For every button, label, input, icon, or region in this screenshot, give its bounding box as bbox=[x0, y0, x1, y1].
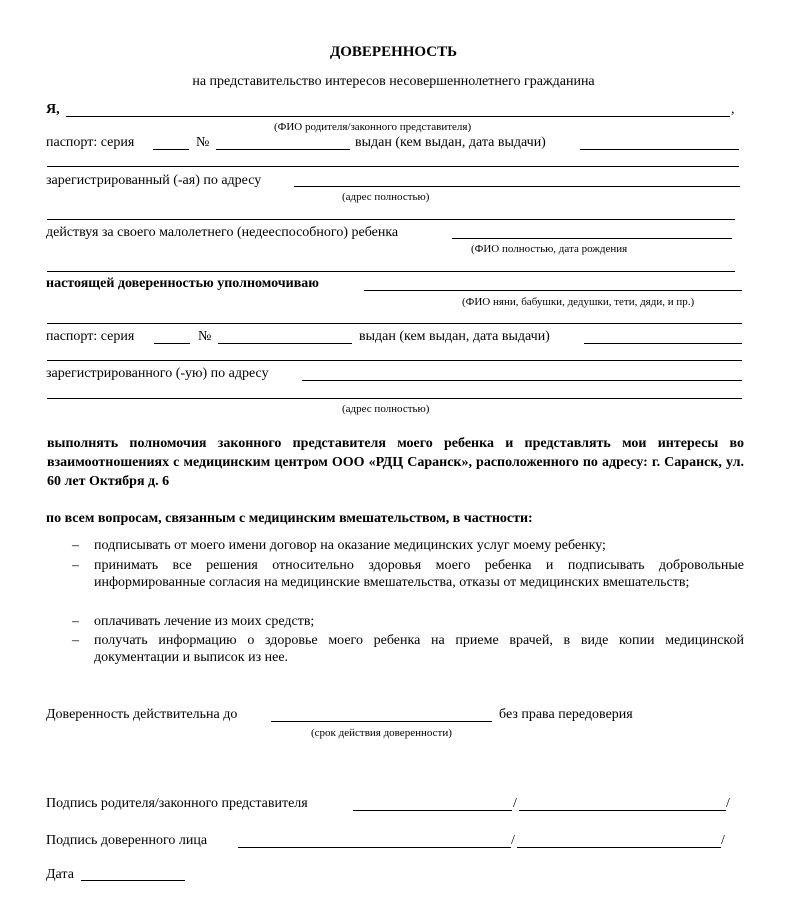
agent-signature-separator: / bbox=[511, 833, 515, 848]
principal-passport-series-line[interactable] bbox=[153, 149, 189, 150]
agent-signature-separator-end: / bbox=[721, 833, 725, 848]
principal-address-line-2[interactable] bbox=[47, 219, 735, 220]
matters-heading: по всем вопросам, связанным с медицинским вмешательством, в частности: bbox=[46, 511, 533, 526]
agent-address-hint: (адрес полностью) bbox=[342, 403, 430, 415]
bullet-item: получать информацию о здоровье моего ребенка на приеме врачей, в виде копии медицинской документации и выписок из нее. bbox=[94, 633, 744, 665]
agent-passport-series-label: паспорт: серия bbox=[46, 329, 135, 344]
validity-date-line[interactable] bbox=[271, 721, 492, 722]
child-name-line[interactable] bbox=[452, 238, 732, 239]
parent-name-line[interactable] bbox=[519, 810, 726, 811]
principal-registered-label: зарегистрированный (-ая) по адресу bbox=[46, 173, 262, 188]
principal-name-hint: (ФИО родителя/законного представителя) bbox=[274, 121, 472, 133]
agent-signature-line[interactable] bbox=[238, 847, 511, 848]
principal-name-comma: , bbox=[731, 102, 735, 117]
parent-signature-separator-end: / bbox=[726, 796, 730, 811]
principal-prefix: Я, bbox=[46, 102, 60, 117]
powers-paragraph: выполнять полномочия законного представителя моего ребенка и представлять мои интересы во взаимоотношениях с медицинским центром ООО «РДЦ Саранск», расположенного по адресу: г. Саранск, ул. 60 лет Октября д. 6 bbox=[47, 436, 744, 489]
parent-signature-label: Подпись родителя/законного представителя bbox=[46, 796, 308, 811]
parent-signature-line[interactable] bbox=[353, 810, 512, 811]
agent-address-line-2[interactable] bbox=[47, 398, 742, 399]
authorize-label: настоящей доверенностью уполномочиваю bbox=[46, 276, 319, 291]
agent-passport-number-line[interactable] bbox=[218, 343, 352, 344]
child-name-line-2[interactable] bbox=[47, 271, 735, 272]
agent-name-line[interactable] bbox=[364, 290, 742, 291]
validity-hint: (срок действия доверенности) bbox=[311, 727, 452, 739]
agent-registered-label: зарегистрированного (-ую) по адресу bbox=[46, 366, 269, 381]
agent-name-hint: (ФИО няни, бабушки, дедушки, тети, дяди, и пр.) bbox=[462, 296, 695, 308]
agent-passport-number-label: № bbox=[198, 329, 212, 344]
agent-name-signature-line[interactable] bbox=[517, 847, 721, 848]
principal-address-line[interactable] bbox=[294, 186, 740, 187]
bullet-marker: – bbox=[72, 558, 79, 573]
bullet-item: принимать все решения относительно здоровья моего ребенка и подписывать добровольные информированные согласия на медицинские вмешательства, отказы от медицинских вмешательств; bbox=[94, 558, 744, 590]
agent-address-line[interactable] bbox=[302, 380, 742, 381]
agent-issued-line-2[interactable] bbox=[47, 360, 742, 361]
bullet-marker: – bbox=[72, 614, 79, 629]
principal-passport-number-label: № bbox=[196, 135, 210, 150]
document-subtitle: на представительство интересов несовершеннолетнего гражданина bbox=[192, 74, 595, 89]
agent-name-line-2[interactable] bbox=[47, 323, 742, 324]
parent-signature-separator: / bbox=[513, 796, 517, 811]
bullet-item: подписывать от моего имени договор на оказание медицинских услуг моему ребенку; bbox=[94, 538, 606, 553]
principal-address-hint: (адрес полностью) bbox=[342, 191, 430, 203]
principal-passport-series-label: паспорт: серия bbox=[46, 135, 135, 150]
principal-passport-number-line[interactable] bbox=[216, 149, 350, 150]
agent-issued-label: выдан (кем выдан, дата выдачи) bbox=[359, 329, 550, 344]
agent-issued-line[interactable] bbox=[584, 343, 742, 344]
date-label: Дата bbox=[46, 867, 74, 882]
date-line[interactable] bbox=[81, 880, 185, 881]
principal-issued-label: выдан (кем выдан, дата выдачи) bbox=[355, 135, 546, 150]
validity-label: Доверенность действительна до bbox=[46, 707, 238, 722]
bullet-item: оплачивать лечение из моих средств; bbox=[94, 614, 315, 629]
agent-passport-series-line[interactable] bbox=[154, 343, 190, 344]
agent-signature-label: Подпись доверенного лица bbox=[46, 833, 208, 848]
acting-for-child-label: действуя за своего малолетнего (недееспособного) ребенка bbox=[46, 225, 399, 240]
principal-name-line[interactable] bbox=[66, 116, 730, 117]
document-title: ДОВЕРЕННОСТЬ bbox=[329, 44, 458, 60]
principal-issued-line-2[interactable] bbox=[47, 166, 739, 167]
principal-issued-line[interactable] bbox=[580, 149, 739, 150]
child-name-hint: (ФИО полностью, дата рождения bbox=[471, 243, 628, 255]
bullet-marker: – bbox=[72, 538, 79, 553]
validity-suffix: без права передоверия bbox=[499, 707, 633, 722]
bullet-marker: – bbox=[72, 633, 79, 648]
